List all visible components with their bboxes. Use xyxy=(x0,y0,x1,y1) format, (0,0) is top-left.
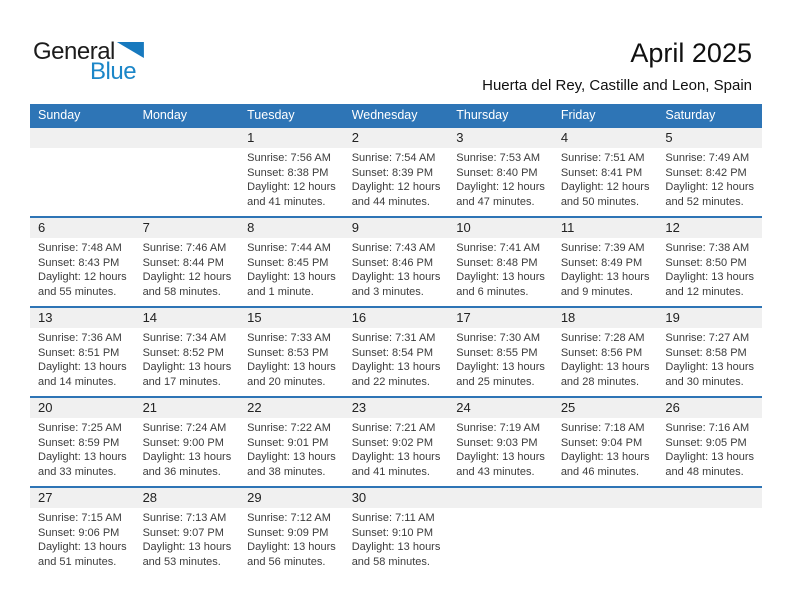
day-number: 26 xyxy=(665,400,680,415)
daylight-text: and 36 minutes. xyxy=(142,465,221,478)
sunrise-text: Sunrise: 7:21 AM xyxy=(351,422,436,434)
day-cell xyxy=(30,328,135,389)
day-cell xyxy=(657,418,762,479)
daylight-text: Daylight: 12 hours xyxy=(665,181,755,193)
sunrise-text: Sunrise: 7:18 AM xyxy=(560,422,645,434)
sunset-text: Sunset: 9:07 PM xyxy=(142,526,224,539)
sunset-text: Sunset: 8:49 PM xyxy=(560,256,643,269)
sunset-text: Sunset: 8:53 PM xyxy=(247,346,329,359)
day-number: 13 xyxy=(38,310,53,325)
daylight-text: and 50 minutes. xyxy=(560,195,640,208)
daylight-text: and 14 minutes. xyxy=(38,375,117,388)
daylight-text: Daylight: 13 hours xyxy=(351,361,441,373)
day-cell-empty xyxy=(448,508,553,569)
daylight-text: Daylight: 13 hours xyxy=(38,541,127,553)
sunset-text: Sunset: 8:45 PM xyxy=(247,256,329,269)
day-cell xyxy=(239,148,344,209)
day-cell xyxy=(239,418,344,479)
daylight-text: and 25 minutes. xyxy=(456,375,535,388)
weekday-wednesday: Wednesday xyxy=(351,108,418,122)
sunset-text: Sunset: 9:00 PM xyxy=(142,436,224,449)
day-cell xyxy=(135,508,240,569)
daylight-text: Daylight: 13 hours xyxy=(560,271,650,283)
sunrise-text: Sunrise: 7:28 AM xyxy=(560,332,645,344)
day-number: 24 xyxy=(456,400,471,415)
sunrise-text: Sunrise: 7:41 AM xyxy=(456,242,541,254)
daylight-text: Daylight: 12 hours xyxy=(351,181,441,193)
day-cell xyxy=(135,238,240,299)
daylight-text: and 20 minutes. xyxy=(247,375,326,388)
sunrise-text: Sunrise: 7:25 AM xyxy=(38,422,122,434)
daylight-text: Daylight: 13 hours xyxy=(142,541,232,553)
day-cell xyxy=(657,328,762,389)
day-cell xyxy=(448,148,553,209)
day-cell xyxy=(344,238,449,299)
sunset-text: Sunset: 8:52 PM xyxy=(142,346,224,359)
day-number-strip xyxy=(30,128,762,148)
sunrise-text: Sunrise: 7:44 AM xyxy=(247,242,331,254)
daylight-text: and 41 minutes. xyxy=(351,465,430,478)
daylight-text: Daylight: 13 hours xyxy=(665,271,755,283)
sunset-text: Sunset: 9:06 PM xyxy=(38,526,120,539)
week-row xyxy=(30,306,762,396)
weekday-monday: Monday xyxy=(142,108,188,122)
daylight-text: Daylight: 13 hours xyxy=(247,451,336,463)
weekday-friday: Friday xyxy=(560,108,596,122)
day-cell xyxy=(344,418,449,479)
week-details-row xyxy=(30,418,762,479)
day-number-empty xyxy=(135,128,240,148)
sunset-text: Sunset: 8:38 PM xyxy=(247,166,329,179)
day-number: 11 xyxy=(560,220,575,235)
daylight-text: Daylight: 12 hours xyxy=(456,181,545,193)
general-blue-logo xyxy=(33,40,144,84)
sunrise-text: Sunrise: 7:49 AM xyxy=(665,152,750,164)
sunset-text: Sunset: 8:42 PM xyxy=(665,166,747,179)
daylight-text: and 28 minutes. xyxy=(560,375,640,388)
weekday-header-row xyxy=(30,104,762,126)
day-number: 27 xyxy=(38,490,53,505)
daylight-text: Daylight: 13 hours xyxy=(456,451,545,463)
daylight-text: and 1 minute. xyxy=(247,285,314,298)
daylight-text: Daylight: 13 hours xyxy=(247,361,336,373)
day-cell xyxy=(30,508,135,569)
daylight-text: and 30 minutes. xyxy=(665,375,744,388)
day-number: 5 xyxy=(665,130,673,145)
day-number-strip xyxy=(30,488,762,508)
sunrise-text: Sunrise: 7:36 AM xyxy=(38,332,122,344)
sunrise-text: Sunrise: 7:30 AM xyxy=(456,332,541,344)
page-subtitle: Huerta del Rey, Castille and Leon, Spain xyxy=(482,77,752,94)
daylight-text: Daylight: 12 hours xyxy=(560,181,650,193)
day-cell xyxy=(553,238,658,299)
day-number: 30 xyxy=(351,490,367,505)
day-number: 1 xyxy=(247,130,255,145)
sunset-text: Sunset: 9:02 PM xyxy=(351,436,434,449)
day-cell xyxy=(344,508,449,569)
sunset-text: Sunset: 8:44 PM xyxy=(142,256,224,269)
week-row xyxy=(30,126,762,216)
day-number-empty xyxy=(30,128,135,148)
day-number: 9 xyxy=(351,220,359,235)
logo-triangle-icon xyxy=(117,42,144,58)
day-number-empty xyxy=(657,488,762,508)
week-row xyxy=(30,216,762,306)
daylight-text: Daylight: 13 hours xyxy=(560,361,650,373)
day-cell xyxy=(30,238,135,299)
day-number: 22 xyxy=(247,400,262,415)
day-number: 15 xyxy=(247,310,262,325)
daylight-text: Daylight: 13 hours xyxy=(38,361,127,373)
daylight-text: Daylight: 13 hours xyxy=(456,271,545,283)
daylight-text: and 51 minutes. xyxy=(38,555,117,568)
sunset-text: Sunset: 8:39 PM xyxy=(351,166,434,179)
sunset-text: Sunset: 9:10 PM xyxy=(351,526,434,539)
sunset-text: Sunset: 8:59 PM xyxy=(38,436,120,449)
day-number-strip xyxy=(30,308,762,328)
daylight-text: Daylight: 12 hours xyxy=(38,271,127,283)
day-cell xyxy=(448,328,553,389)
day-cell-empty xyxy=(135,148,240,209)
sunset-text: Sunset: 9:01 PM xyxy=(247,436,329,449)
daylight-text: and 41 minutes. xyxy=(247,195,326,208)
daylight-text: and 52 minutes. xyxy=(665,195,744,208)
daylight-text: and 58 minutes. xyxy=(142,285,221,298)
sunrise-text: Sunrise: 7:12 AM xyxy=(247,512,331,524)
daylight-text: and 55 minutes. xyxy=(38,285,117,298)
sunset-text: Sunset: 9:05 PM xyxy=(665,436,747,449)
daylight-text: and 48 minutes. xyxy=(665,465,744,478)
sunset-text: Sunset: 9:04 PM xyxy=(560,436,643,449)
sunset-text: Sunset: 8:43 PM xyxy=(38,256,120,269)
page-title: April 2025 xyxy=(630,38,752,68)
sunrise-text: Sunrise: 7:39 AM xyxy=(560,242,645,254)
calendar-weeks xyxy=(30,126,762,576)
sunset-text: Sunset: 8:54 PM xyxy=(351,346,434,359)
day-cell xyxy=(239,508,344,569)
daylight-text: and 58 minutes. xyxy=(351,555,430,568)
day-cell xyxy=(448,238,553,299)
day-number: 25 xyxy=(560,400,576,415)
daylight-text: Daylight: 13 hours xyxy=(247,541,336,553)
day-cell xyxy=(135,418,240,479)
week-details-row xyxy=(30,238,762,299)
daylight-text: and 33 minutes. xyxy=(38,465,117,478)
day-number: 19 xyxy=(665,310,680,325)
sunrise-text: Sunrise: 7:46 AM xyxy=(142,242,227,254)
day-cell-empty xyxy=(553,508,658,569)
sunset-text: Sunset: 8:50 PM xyxy=(665,256,747,269)
day-cell xyxy=(448,418,553,479)
day-number: 29 xyxy=(247,490,262,505)
daylight-text: Daylight: 13 hours xyxy=(351,541,441,553)
weekday-tuesday: Tuesday xyxy=(247,108,295,122)
day-cell-empty xyxy=(30,148,135,209)
daylight-text: Daylight: 13 hours xyxy=(38,451,127,463)
day-cell xyxy=(657,148,762,209)
week-row xyxy=(30,486,762,576)
sunrise-text: Sunrise: 7:24 AM xyxy=(142,422,227,434)
day-number: 14 xyxy=(142,310,158,325)
sunrise-text: Sunrise: 7:13 AM xyxy=(142,512,227,524)
day-number: 10 xyxy=(456,220,471,235)
calendar-table xyxy=(30,104,762,576)
sunset-text: Sunset: 8:40 PM xyxy=(456,166,538,179)
daylight-text: Daylight: 13 hours xyxy=(247,271,336,283)
daylight-text: Daylight: 13 hours xyxy=(351,451,441,463)
week-row xyxy=(30,396,762,486)
sunrise-text: Sunrise: 7:19 AM xyxy=(456,422,541,434)
day-number: 8 xyxy=(247,220,255,235)
day-number: 16 xyxy=(351,310,367,325)
day-cell xyxy=(553,148,658,209)
day-cell xyxy=(344,328,449,389)
day-cell-empty xyxy=(657,508,762,569)
sunrise-text: Sunrise: 7:16 AM xyxy=(665,422,750,434)
sunset-text: Sunset: 9:09 PM xyxy=(247,526,329,539)
daylight-text: and 17 minutes. xyxy=(142,375,221,388)
daylight-text: and 38 minutes. xyxy=(247,465,326,478)
day-number: 21 xyxy=(142,400,158,415)
day-cell xyxy=(657,238,762,299)
sunrise-text: Sunrise: 7:51 AM xyxy=(560,152,645,164)
sunset-text: Sunset: 8:41 PM xyxy=(560,166,643,179)
day-cell xyxy=(239,238,344,299)
logo-text-blue: Blue xyxy=(90,58,137,85)
day-number: 3 xyxy=(456,130,464,145)
day-number: 12 xyxy=(665,220,680,235)
daylight-text: Daylight: 13 hours xyxy=(142,451,232,463)
sunrise-text: Sunrise: 7:11 AM xyxy=(351,512,435,524)
sunrise-text: Sunrise: 7:27 AM xyxy=(665,332,750,344)
daylight-text: Daylight: 13 hours xyxy=(665,361,755,373)
sunset-text: Sunset: 8:58 PM xyxy=(665,346,747,359)
weekday-thursday: Thursday xyxy=(456,108,509,122)
day-number: 7 xyxy=(142,220,150,235)
day-number: 6 xyxy=(38,220,46,235)
day-cell xyxy=(344,148,449,209)
daylight-text: and 46 minutes. xyxy=(560,465,640,478)
day-cell xyxy=(135,328,240,389)
week-details-row xyxy=(30,508,762,569)
daylight-text: and 6 minutes. xyxy=(456,285,529,298)
sunrise-text: Sunrise: 7:15 AM xyxy=(38,512,122,524)
day-cell xyxy=(553,418,658,479)
day-number-strip xyxy=(30,398,762,418)
daylight-text: Daylight: 12 hours xyxy=(247,181,336,193)
sunrise-text: Sunrise: 7:34 AM xyxy=(142,332,227,344)
sunrise-text: Sunrise: 7:48 AM xyxy=(38,242,122,254)
daylight-text: Daylight: 13 hours xyxy=(456,361,545,373)
sunset-text: Sunset: 8:56 PM xyxy=(560,346,643,359)
daylight-text: and 43 minutes. xyxy=(456,465,535,478)
sunrise-text: Sunrise: 7:43 AM xyxy=(351,242,436,254)
sunset-text: Sunset: 9:03 PM xyxy=(456,436,538,449)
daylight-text: and 56 minutes. xyxy=(247,555,326,568)
day-number-empty xyxy=(448,488,553,508)
day-number-empty xyxy=(553,488,658,508)
sunrise-text: Sunrise: 7:31 AM xyxy=(351,332,436,344)
sunset-text: Sunset: 8:51 PM xyxy=(38,346,120,359)
daylight-text: and 47 minutes. xyxy=(456,195,535,208)
day-number: 4 xyxy=(560,130,569,145)
day-number-strip xyxy=(30,218,762,238)
daylight-text: and 9 minutes. xyxy=(560,285,633,298)
sunset-text: Sunset: 8:48 PM xyxy=(456,256,538,269)
day-number: 17 xyxy=(456,310,471,325)
daylight-text: Daylight: 12 hours xyxy=(142,271,232,283)
week-details-row xyxy=(30,328,762,389)
sunrise-text: Sunrise: 7:53 AM xyxy=(456,152,541,164)
weekday-sunday: Sunday xyxy=(38,108,81,122)
daylight-text: and 12 minutes. xyxy=(665,285,744,298)
daylight-text: Daylight: 13 hours xyxy=(665,451,755,463)
daylight-text: and 22 minutes. xyxy=(351,375,430,388)
daylight-text: and 53 minutes. xyxy=(142,555,221,568)
daylight-text: Daylight: 13 hours xyxy=(142,361,232,373)
week-details-row xyxy=(30,148,762,209)
sunset-text: Sunset: 8:46 PM xyxy=(351,256,434,269)
daylight-text: and 44 minutes. xyxy=(351,195,430,208)
sunrise-text: Sunrise: 7:56 AM xyxy=(247,152,331,164)
day-number: 23 xyxy=(351,400,367,415)
sunrise-text: Sunrise: 7:33 AM xyxy=(247,332,331,344)
day-cell xyxy=(239,328,344,389)
weekday-saturday: Saturday xyxy=(665,108,716,122)
sunrise-text: Sunrise: 7:54 AM xyxy=(351,152,436,164)
day-cell xyxy=(30,418,135,479)
daylight-text: Daylight: 13 hours xyxy=(351,271,441,283)
sunrise-text: Sunrise: 7:38 AM xyxy=(665,242,750,254)
day-number: 20 xyxy=(38,400,53,415)
day-cell xyxy=(553,328,658,389)
day-number: 2 xyxy=(351,130,359,145)
day-number: 18 xyxy=(560,310,576,325)
day-number: 28 xyxy=(142,490,158,505)
daylight-text: Daylight: 13 hours xyxy=(560,451,650,463)
sunrise-text: Sunrise: 7:22 AM xyxy=(247,422,331,434)
daylight-text: and 3 minutes. xyxy=(351,285,424,298)
sunset-text: Sunset: 8:55 PM xyxy=(456,346,538,359)
logo-text-general: General xyxy=(33,38,115,65)
